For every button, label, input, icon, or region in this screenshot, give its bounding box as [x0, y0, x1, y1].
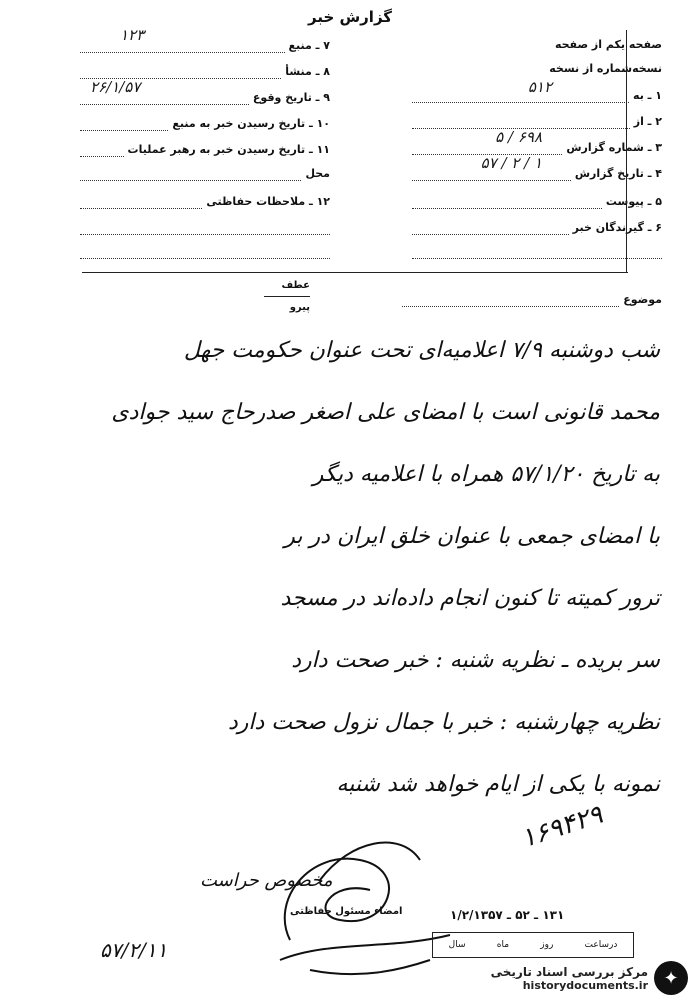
- stamp-year: سال: [448, 940, 466, 950]
- form-label: صفحه یکم از صفحه: [554, 38, 662, 51]
- form-label: ۲ ـ از: [633, 115, 662, 128]
- body-line: نمونه با یکی از ایام خواهد شد شنبه: [336, 772, 660, 797]
- form-row-page: [412, 38, 662, 51]
- watermark-name: مرکز بررسی اسناد تاریخی: [490, 964, 648, 979]
- watermark-url: historydocuments.ir: [522, 978, 648, 992]
- watermark: [491, 961, 688, 995]
- body-line: ترور کمیته تا کنون انجام داده‌اند در مسجد: [280, 586, 660, 611]
- handwritten-value: ۱ / ۲ / ۵۷: [480, 154, 542, 172]
- handwritten-date: ۵۷/۲/۱۱: [100, 938, 168, 962]
- form-label: ۳ ـ شماره گزارش: [566, 141, 662, 154]
- form-row-recipients: [412, 220, 662, 235]
- body-line: با امضای جمعی با عنوان خلق ایران در بر: [284, 524, 660, 549]
- form-label: ۴ ـ تاریخ گزارش: [574, 167, 662, 180]
- form-row-origin: [80, 64, 330, 79]
- protection-signature-label: امضاء مسئول حفاظتی: [290, 906, 403, 917]
- body-line: به تاریخ ۵۷/۱/۲۰ همراه با اعلامیه دیگر: [312, 462, 660, 487]
- form-row-location: [80, 166, 330, 181]
- form-label: ۶ ـ گیرندگان خبر: [572, 221, 662, 234]
- form-row-report-number: [412, 128, 662, 155]
- stamp-month: ماه: [496, 940, 510, 950]
- document-code: ۱۳۱ ـ ۵۲ ـ ۱/۲/۱۳۵۷: [450, 908, 565, 922]
- stamp-day: روز: [540, 940, 554, 950]
- form-label: ۱۱ ـ تاریخ رسیدن خبر به رهبر عملیات: [127, 143, 330, 156]
- form-label: ۹ ـ تاریخ وقوع: [252, 91, 330, 104]
- form-row-copy: [412, 62, 662, 75]
- form-label: ۸ ـ منشأ: [285, 65, 330, 78]
- atf-label: عطف: [281, 280, 310, 291]
- handwritten-value: ۵۱۲: [527, 78, 552, 96]
- handwritten-value: ۶۹۸ / ۵: [495, 128, 542, 146]
- form-row-blank: [80, 244, 330, 259]
- form-row-leader-received: [80, 142, 330, 157]
- date-stamp-box: [432, 932, 634, 958]
- form-row-attachment: [412, 194, 662, 209]
- body-line: نظریه چهارشنبه : خبر با جمال نزول صحت دارد: [227, 710, 660, 735]
- form-row-source-received: [80, 116, 330, 131]
- form-label: ۷ ـ منبع: [288, 39, 330, 52]
- form-label: ۱ ـ به: [633, 89, 662, 102]
- stamp-prefix: درساعت: [584, 940, 618, 950]
- handwritten-body: [60, 320, 660, 816]
- peyro-label: پیرو: [289, 302, 310, 313]
- form-label: نسخه‌شماره از نسخه: [549, 62, 662, 75]
- form-label: ۱۰ ـ تاریخ رسیدن خبر به منبع: [172, 117, 330, 130]
- form-row-occurrence-date: [80, 78, 330, 105]
- form-label: ۵ ـ پیوست: [605, 195, 662, 208]
- form-row-report-date: [412, 154, 662, 181]
- body-line: سر بریده ـ نظریه شنبه : خبر صحت دارد: [291, 648, 660, 673]
- signature-scribble: [250, 820, 530, 990]
- form-row-from: [412, 114, 662, 129]
- body-line: محمد قانونی است با امضای علی اصغر صدرحاج سید جوادی: [111, 400, 660, 425]
- form-row-source: [80, 26, 330, 53]
- archive-logo-icon: ✦: [654, 961, 688, 995]
- archive-number: ۱۶۹۴۲۹: [517, 799, 607, 855]
- form-label: موضوع: [623, 293, 662, 306]
- atf-divider: [264, 296, 310, 297]
- form-divider: [82, 272, 628, 273]
- handwritten-value: ۲۶/۱/۵۷: [90, 78, 141, 96]
- form-row-subject: [402, 292, 662, 307]
- form-label: ۱۲ ـ ملاحظات حفاظتی: [206, 195, 330, 208]
- form-row-blank: [80, 220, 330, 235]
- form-label: محل: [305, 167, 330, 180]
- form-title: گزارش خبر: [307, 8, 393, 26]
- handwritten-value: ۱۲۳: [120, 26, 145, 44]
- handwritten-note: مخصوص حراست: [200, 870, 333, 891]
- form-row-protection-notes: [80, 194, 330, 209]
- form-row-to: [412, 78, 662, 103]
- body-line: شب دوشنبه ۷/۹ اعلامیه‌ای تحت عنوان حکومت جهل: [183, 338, 660, 363]
- form-row-blank: [412, 244, 662, 259]
- form-border: [626, 30, 627, 272]
